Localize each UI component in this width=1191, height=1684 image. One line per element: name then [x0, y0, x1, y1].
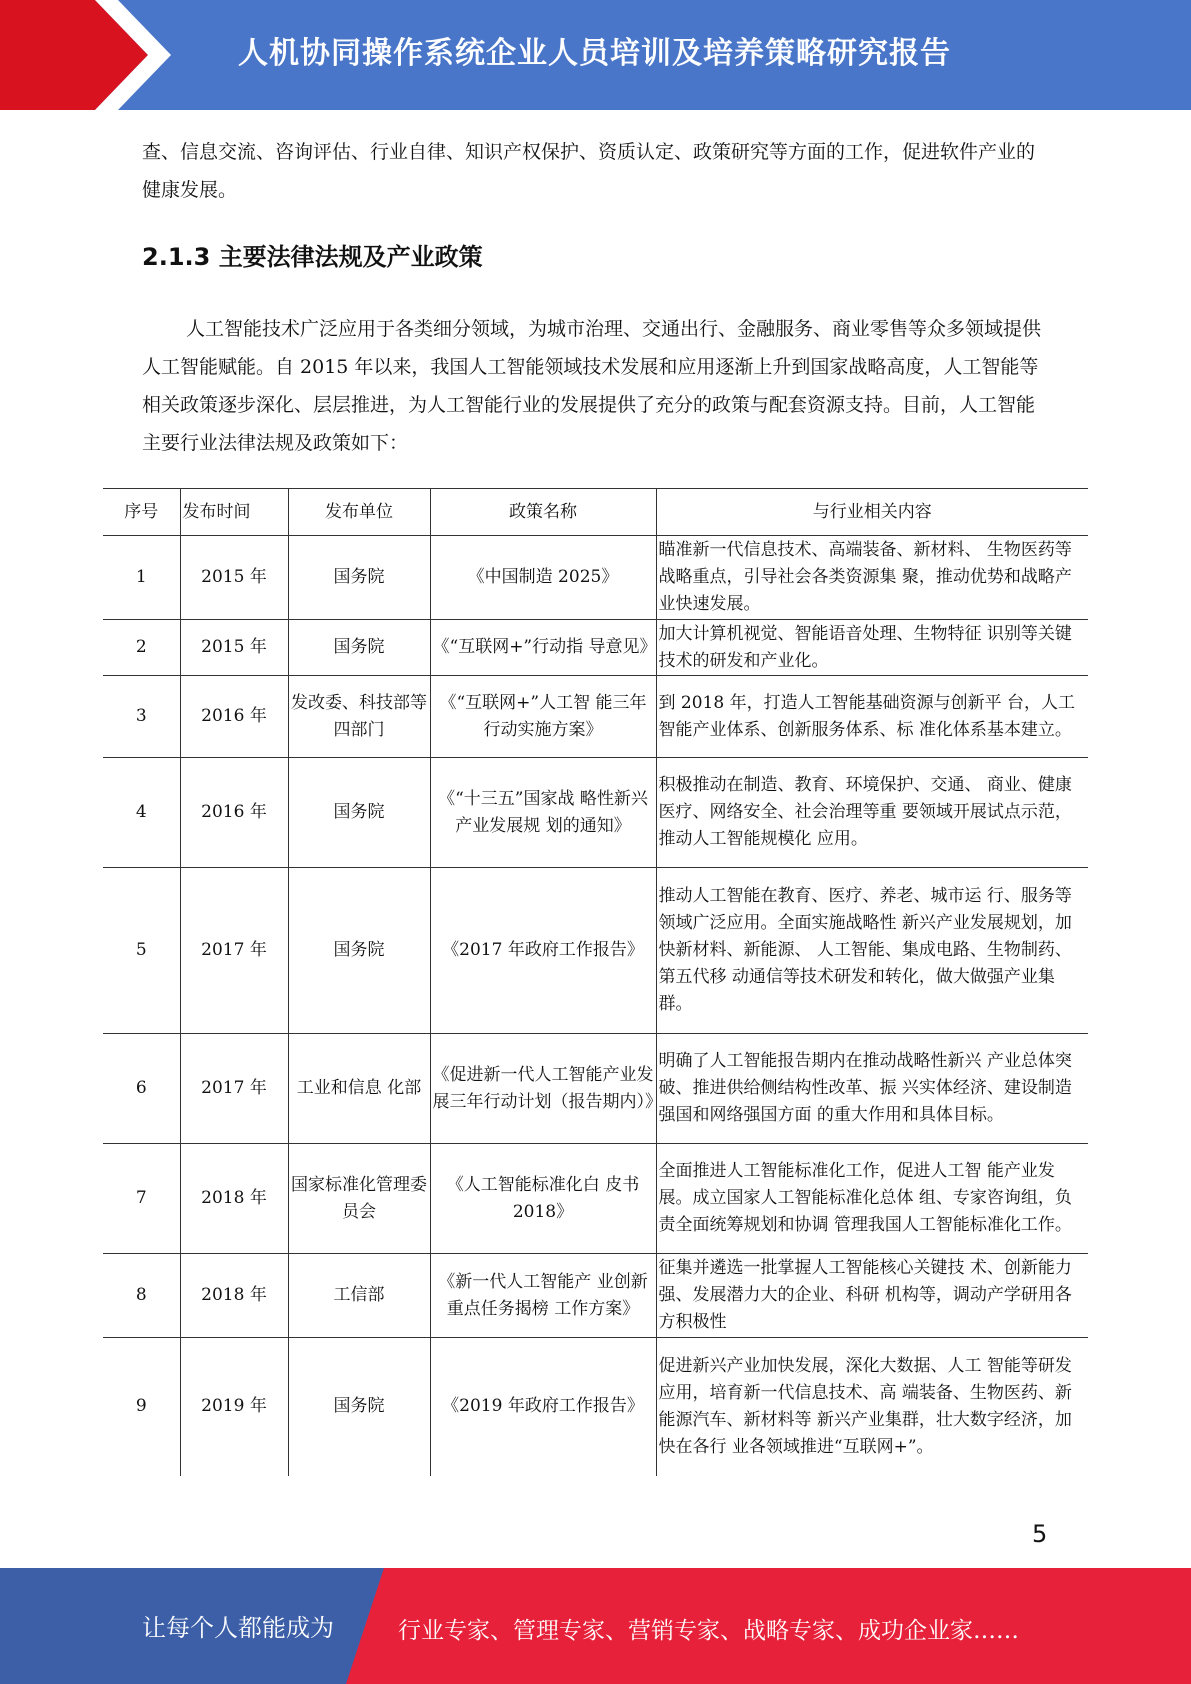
cell-org: 国务院 [288, 868, 430, 1034]
cell-name: 《“十三五”国家战 略性新兴产业发展规 划的通知》 [430, 758, 656, 868]
header-org: 发布单位 [288, 489, 430, 536]
table-row [103, 1034, 1088, 1144]
cell-no: 4 [103, 758, 180, 868]
footer-banner [0, 1568, 1191, 1684]
table-row [103, 1338, 1088, 1476]
cell-date: 2019 年 [180, 1338, 288, 1476]
header-date: 发布时间 [180, 489, 288, 536]
cell-org: 工信部 [288, 1254, 430, 1338]
table-row [103, 868, 1088, 1034]
cell-content: 瞄准新一代信息技术、高端装备、新材料、 生物医药等战略重点，引导社会各类资源集 聚，推动优势和战略产业快速发展。 [656, 536, 1088, 620]
cell-name: 《“互联网+”人工智 能三年行动实施方案》 [430, 676, 656, 758]
table-header-row [103, 489, 1088, 536]
cell-name: 《“互联网+”行动指 导意见》 [430, 620, 656, 676]
cell-org: 发改委、科技部等四部门 [288, 676, 430, 758]
header-banner [0, 0, 1191, 110]
cell-no: 9 [103, 1338, 180, 1476]
table-row [103, 1144, 1088, 1254]
cell-date: 2018 年 [180, 1144, 288, 1254]
cell-date: 2015 年 [180, 620, 288, 676]
cell-content: 征集并遴选一批掌握人工智能核心关键技 术、创新能力强、发展潜力大的企业、科研 机构等，调动产学研用各方积极性 [656, 1254, 1088, 1338]
cell-name: 《2017 年政府工作报告》 [430, 868, 656, 1034]
cell-org: 国务院 [288, 1338, 430, 1476]
report-title: 人机协同操作系统企业人员培训及培养策略研究报告 [238, 36, 951, 71]
header-name: 政策名称 [430, 489, 656, 536]
cell-date: 2016 年 [180, 676, 288, 758]
cell-no: 8 [103, 1254, 180, 1338]
cell-date: 2015 年 [180, 536, 288, 620]
cell-content: 全面推进人工智能标准化工作，促进人工智 能产业发展。成立国家人工智能标准化总体 组、专家咨询组，负责全面统筹规划和协调 管理我国人工智能标准化工作。 [656, 1144, 1088, 1254]
footer-slogan-right: 行业专家、管理专家、营销专家、战略专家、成功企业家…… [398, 1618, 1019, 1644]
cell-name: 《新一代人工智能产 业创新重点任务揭榜 工作方案》 [430, 1254, 656, 1338]
cell-no: 7 [103, 1144, 180, 1254]
cell-no: 5 [103, 868, 180, 1034]
cell-name: 《中国制造 2025》 [430, 536, 656, 620]
header-no: 序号 [103, 489, 180, 536]
cell-name: 《促进新一代人工智能产业发展三年行动计划（报告期内）》 [430, 1034, 656, 1144]
table-row [103, 1254, 1088, 1338]
cell-no: 1 [103, 536, 180, 620]
cell-content: 到 2018 年，打造人工智能基础资源与创新平 台，人工智能产业体系、创新服务体系、标 准化体系基本建立。 [656, 676, 1088, 758]
cell-name: 《人工智能标准化白 皮书 2018》 [430, 1144, 656, 1254]
cell-date: 2016 年 [180, 758, 288, 868]
section-paragraph: 人工智能技术广泛应用于各类细分领域，为城市治理、交通出行、金融服务、商业零售等众多领域提供人工智能赋能。自 2015 年以来，我国人工智能领域技术发展和应用逐渐上升到国家战略高度，人工智能等相关政策逐步深化、层层推进，为人工智能行业的发展提供了充分的政策与配套资源支持。目前，人工智能主要行业法律法规及政策如下： [142, 318, 1042, 454]
section-heading: 2.1.3 主要法律法规及产业政策 [142, 243, 483, 271]
table-row [103, 758, 1088, 868]
cell-content: 积极推动在制造、教育、环境保护、交通、 商业、健康医疗、网络安全、社会治理等重 要领域开展试点示范，推动人工智能规模化 应用。 [656, 758, 1088, 868]
table-row [103, 536, 1088, 620]
footer-slogan-left: 让每个人都能成为 [142, 1614, 334, 1642]
cell-date: 2017 年 [180, 1034, 288, 1144]
cell-org: 国务院 [288, 758, 430, 868]
cell-content: 推动人工智能在教育、医疗、养老、城市运 行、服务等领域广泛应用。全面实施战略性 新兴产业发展规划，加快新材料、新能源、 人工智能、集成电路、生物制药、第五代移 动通信等技术研发和转化，做大做强产业集 群。 [656, 868, 1088, 1034]
cell-org: 工业和信息 化部 [288, 1034, 430, 1144]
cell-date: 2018 年 [180, 1254, 288, 1338]
table-row [103, 676, 1088, 758]
cell-name: 《2019 年政府工作报告》 [430, 1338, 656, 1476]
header-content: 与行业相关内容 [656, 489, 1088, 536]
cell-no: 3 [103, 676, 180, 758]
cell-no: 6 [103, 1034, 180, 1144]
intro-paragraph: 查、信息交流、咨询评估、行业自律、知识产权保护、资质认定、政策研究等方面的工作，促进软件产业的健康发展。 [142, 141, 1036, 201]
cell-content: 明确了人工智能报告期内在推动战略性新兴 产业总体突破、推进供给侧结构性改革、振 兴实体经济、建设制造强国和网络强国方面 的重大作用和具体目标。 [656, 1034, 1088, 1144]
policy-table [103, 488, 1088, 1476]
cell-org: 国务院 [288, 620, 430, 676]
cell-org: 国务院 [288, 536, 430, 620]
table-row [103, 620, 1088, 676]
cell-date: 2017 年 [180, 868, 288, 1034]
cell-no: 2 [103, 620, 180, 676]
cell-content: 加大计算机视觉、智能语音处理、生物特征 识别等关键技术的研发和产业化。 [656, 620, 1088, 676]
cell-org: 国家标准化管理委员会 [288, 1144, 430, 1254]
cell-content: 促进新兴产业加快发展，深化大数据、人工 智能等研发应用，培育新一代信息技术、高 端装备、生物医药、新能源汽车、新材料等 新兴产业集群，壮大数字经济，加快在各行 业各领域推进“互联网+”。 [656, 1338, 1088, 1476]
page-number: 5 [1032, 1520, 1048, 1548]
